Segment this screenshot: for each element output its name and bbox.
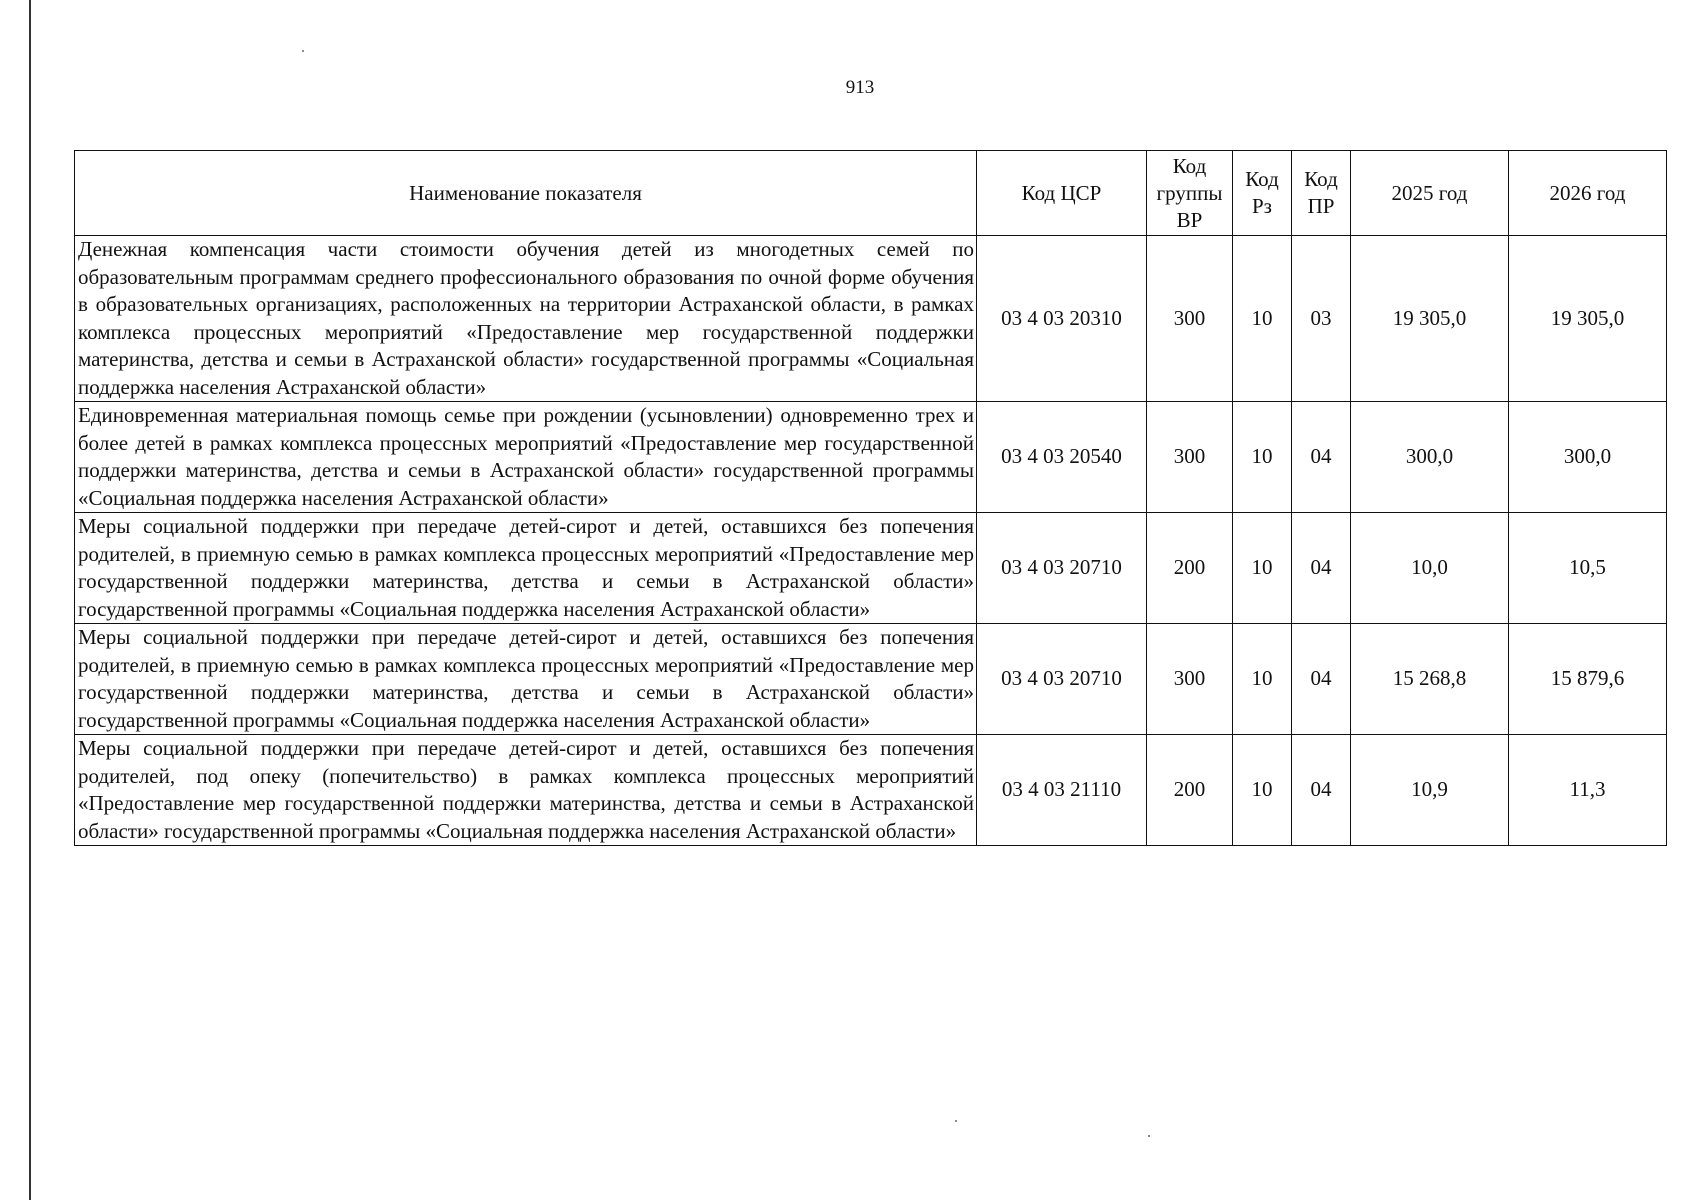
scan-speck <box>1148 1135 1150 1137</box>
scan-speck <box>302 50 304 52</box>
table-row <box>75 735 1667 846</box>
row-vr-code: 300 <box>1147 402 1233 513</box>
row-amount-2026: 10,5 <box>1509 513 1667 624</box>
table-row <box>75 513 1667 624</box>
row-rz-code: 10 <box>1233 624 1292 735</box>
header-vr-group-code: Код группы ВР <box>1147 151 1233 236</box>
row-pr-code: 03 <box>1292 236 1351 402</box>
row-vr-code: 200 <box>1147 513 1233 624</box>
row-vr-code: 200 <box>1147 735 1233 846</box>
row-amount-2025: 19 305,0 <box>1351 236 1509 402</box>
row-amount-2026: 19 305,0 <box>1509 236 1667 402</box>
row-pr-code: 04 <box>1292 624 1351 735</box>
page-number: 913 <box>845 77 875 98</box>
row-name: Денежная компенсация части стоимости обучения детей из многодетных семей по образовательным программам среднего профессионального образования по очной форме обучения в образовательных организациях, расположенных на территории Астраханской области, в рамках комплекса процессных мероприятий «Предоставление мер государственной поддержки материнства, детства и семьи в Астраханской области» государственной программы «Социальная поддержка населения Астраханской области» <box>75 236 977 402</box>
header-year-2025: 2025 год <box>1351 151 1509 236</box>
row-rz-code: 10 <box>1233 402 1292 513</box>
budget-table <box>74 150 1667 846</box>
row-amount-2025: 10,0 <box>1351 513 1509 624</box>
row-name: Меры социальной поддержки при передаче детей-сирот и детей, оставшихся без попечения родителей, под опеку (попечительство) в рамках комплекса процессных мероприятий «Предоставление мер государственной поддержки материнства, детства и семьи в Астраханской области» государственной программы «Социальная поддержка населения Астраханской области» <box>75 735 977 846</box>
row-amount-2025: 15 268,8 <box>1351 624 1509 735</box>
row-csr-code: 03 4 03 20540 <box>977 402 1147 513</box>
header-csr-code: Код ЦСР <box>977 151 1147 236</box>
scan-speck <box>955 1120 957 1122</box>
row-amount-2026: 300,0 <box>1509 402 1667 513</box>
row-vr-code: 300 <box>1147 624 1233 735</box>
row-name: Меры социальной поддержки при передаче детей-сирот и детей, оставшихся без попечения родителей, в приемную семью в рамках комплекса процессных мероприятий «Предоставление мер государственной поддержки материнства, детства и семьи в Астраханской области» государственной программы «Социальная поддержка населения Астраханской области» <box>75 624 977 735</box>
header-year-2026: 2026 год <box>1509 151 1667 236</box>
row-csr-code: 03 4 03 21110 <box>977 735 1147 846</box>
table-row <box>75 402 1667 513</box>
row-amount-2026: 11,3 <box>1509 735 1667 846</box>
table-row <box>75 236 1667 402</box>
header-rz-code: Код Рз <box>1233 151 1292 236</box>
row-amount-2025: 10,9 <box>1351 735 1509 846</box>
table-header-row <box>75 151 1667 236</box>
row-rz-code: 10 <box>1233 513 1292 624</box>
header-name: Наименование показателя <box>75 151 977 236</box>
row-csr-code: 03 4 03 20310 <box>977 236 1147 402</box>
row-csr-code: 03 4 03 20710 <box>977 513 1147 624</box>
row-name: Единовременная материальная помощь семье при рождении (усыновлении) одновременно трех и более детей в рамках комплекса процессных мероприятий «Предоставление мер государственной поддержки материнства, детства и семьи в Астраханской области» государственной программы «Социальная поддержка населения Астраханской области» <box>75 402 977 513</box>
row-amount-2026: 15 879,6 <box>1509 624 1667 735</box>
header-pr-code: Код ПР <box>1292 151 1351 236</box>
row-pr-code: 04 <box>1292 735 1351 846</box>
binding-edge-line <box>29 0 31 1200</box>
row-amount-2025: 300,0 <box>1351 402 1509 513</box>
row-csr-code: 03 4 03 20710 <box>977 624 1147 735</box>
row-pr-code: 04 <box>1292 402 1351 513</box>
row-name: Меры социальной поддержки при передаче детей-сирот и детей, оставшихся без попечения родителей, в приемную семью в рамках комплекса процессных мероприятий «Предоставление мер государственной поддержки материнства, детства и семьи в Астраханской области» государственной программы «Социальная поддержка населения Астраханской области» <box>75 513 977 624</box>
row-pr-code: 04 <box>1292 513 1351 624</box>
table-row <box>75 624 1667 735</box>
row-rz-code: 10 <box>1233 236 1292 402</box>
row-vr-code: 300 <box>1147 236 1233 402</box>
row-rz-code: 10 <box>1233 735 1292 846</box>
